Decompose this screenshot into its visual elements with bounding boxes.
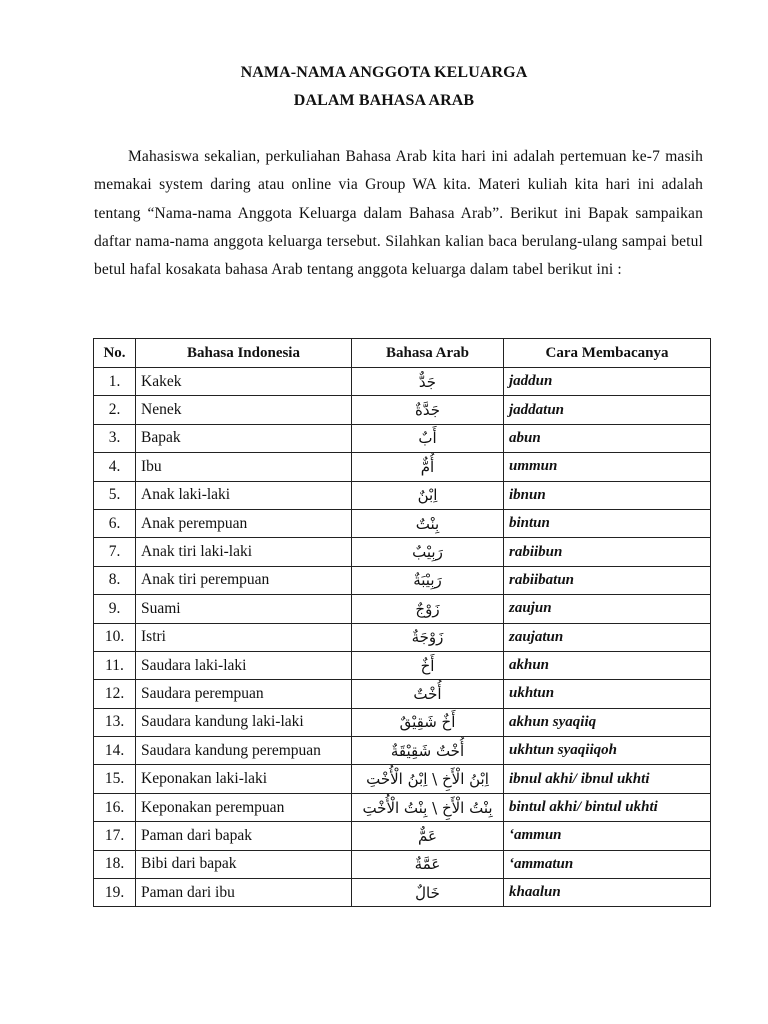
- cell-reading: ummun: [504, 453, 711, 481]
- cell-arabic: أُخْتٌ: [352, 680, 504, 708]
- cell-no: 7.: [94, 538, 136, 566]
- cell-no: 11.: [94, 651, 136, 679]
- table-row: [94, 680, 711, 708]
- family-vocabulary-table: [93, 338, 711, 907]
- cell-arabic: اِبْنُ الْأَخِ \ اِبْنُ الْأُخْتِ: [352, 765, 504, 793]
- cell-arabic: بِنْتُ الْأَخِ \ بِنْتُ الْأُخْتِ: [352, 793, 504, 821]
- table-row: [94, 850, 711, 878]
- cell-no: 18.: [94, 850, 136, 878]
- cell-arabic: بِنْتٌ: [352, 509, 504, 537]
- cell-indonesian: Saudara kandung laki-laki: [136, 708, 352, 736]
- table-row: [94, 509, 711, 537]
- cell-no: 4.: [94, 453, 136, 481]
- table-row: [94, 566, 711, 594]
- header-cara-membacanya: Cara Membacanya: [504, 339, 711, 368]
- cell-arabic: خَالٌ: [352, 879, 504, 907]
- cell-reading: ibnun: [504, 481, 711, 509]
- cell-indonesian: Anak laki-laki: [136, 481, 352, 509]
- cell-indonesian: Saudara perempuan: [136, 680, 352, 708]
- cell-indonesian: Keponakan perempuan: [136, 793, 352, 821]
- cell-arabic: رَبِيْبٌ: [352, 538, 504, 566]
- cell-indonesian: Bibi dari bapak: [136, 850, 352, 878]
- cell-indonesian: Ibu: [136, 453, 352, 481]
- cell-reading: jaddatun: [504, 396, 711, 424]
- cell-indonesian: Anak perempuan: [136, 509, 352, 537]
- cell-reading: abun: [504, 424, 711, 452]
- cell-arabic: أَخٌ شَقِيْقٌ: [352, 708, 504, 736]
- cell-arabic: أُخْتٌ شَقِيْقَةٌ: [352, 737, 504, 765]
- cell-reading: khaalun: [504, 879, 711, 907]
- cell-no: 17.: [94, 822, 136, 850]
- cell-arabic: جَدَّةٌ: [352, 396, 504, 424]
- cell-reading: rabiibun: [504, 538, 711, 566]
- table-row: [94, 368, 711, 396]
- header-no: No.: [94, 339, 136, 368]
- table-row: [94, 453, 711, 481]
- table-row: [94, 396, 711, 424]
- table-row: [94, 424, 711, 452]
- table-header-row: [94, 339, 711, 368]
- cell-reading: ukhtun syaqiiqoh: [504, 737, 711, 765]
- table-row: [94, 793, 711, 821]
- table-row: [94, 765, 711, 793]
- cell-no: 2.: [94, 396, 136, 424]
- cell-indonesian: Nenek: [136, 396, 352, 424]
- cell-reading: ‘ammatun: [504, 850, 711, 878]
- table-row: [94, 623, 711, 651]
- table-row: [94, 651, 711, 679]
- intro-paragraph: Mahasiswa sekalian, perkuliahan Bahasa Arab kita hari ini adalah pertemuan ke-7 masih memakai system daring atau online via Group WA kita. Materi kuliah kita hari ini adalah tentang “Nama-nama Anggota Keluarga dalam Bahasa Arab”. Berikut ini Bapak sampaikan daftar nama-nama anggota keluarga tersebut. Silahkan kalian baca berulang-ulang sampai betul betul hafal kosakata bahasa Arab tentang anggota keluarga dalam tabel berikut ini :: [94, 148, 703, 279]
- cell-no: 9.: [94, 595, 136, 623]
- table-row: [94, 595, 711, 623]
- cell-arabic: اِبْنٌ: [352, 481, 504, 509]
- cell-indonesian: Saudara laki-laki: [136, 651, 352, 679]
- title-line-2: DALAM BAHASA ARAB: [293, 92, 475, 109]
- cell-arabic: أَخٌ: [352, 651, 504, 679]
- cell-reading: akhun: [504, 651, 711, 679]
- cell-no: 12.: [94, 680, 136, 708]
- cell-arabic: أَبٌ: [352, 424, 504, 452]
- cell-reading: bintul akhi/ bintul ukhti: [504, 793, 711, 821]
- cell-indonesian: Paman dari ibu: [136, 879, 352, 907]
- table-row: [94, 708, 711, 736]
- cell-indonesian: Suami: [136, 595, 352, 623]
- cell-reading: ukhtun: [504, 680, 711, 708]
- header-bahasa-indonesia: Bahasa Indonesia: [136, 339, 352, 368]
- cell-arabic: عَمَّةٌ: [352, 850, 504, 878]
- cell-arabic: زَوْجٌ: [352, 595, 504, 623]
- cell-arabic: رَبِيْبَةٌ: [352, 566, 504, 594]
- cell-no: 13.: [94, 708, 136, 736]
- cell-arabic: عَمٌّ: [352, 822, 504, 850]
- cell-reading: jaddun: [504, 368, 711, 396]
- title-line-1: NAMA-NAMA ANGGOTA KELUARGA: [240, 64, 528, 81]
- cell-reading: akhun syaqiiq: [504, 708, 711, 736]
- cell-no: 8.: [94, 566, 136, 594]
- cell-indonesian: Anak tiri perempuan: [136, 566, 352, 594]
- cell-indonesian: Istri: [136, 623, 352, 651]
- cell-arabic: أُمٌّ: [352, 453, 504, 481]
- cell-no: 5.: [94, 481, 136, 509]
- cell-reading: rabiibatun: [504, 566, 711, 594]
- cell-indonesian: Saudara kandung perempuan: [136, 737, 352, 765]
- cell-no: 16.: [94, 793, 136, 821]
- table-row: [94, 481, 711, 509]
- table-row: [94, 737, 711, 765]
- cell-no: 1.: [94, 368, 136, 396]
- cell-no: 15.: [94, 765, 136, 793]
- cell-no: 6.: [94, 509, 136, 537]
- cell-no: 19.: [94, 879, 136, 907]
- cell-indonesian: Keponakan laki-laki: [136, 765, 352, 793]
- cell-arabic: زَوْجَةٌ: [352, 623, 504, 651]
- cell-reading: bintun: [504, 509, 711, 537]
- cell-no: 14.: [94, 737, 136, 765]
- table-row: [94, 538, 711, 566]
- cell-reading: ibnul akhi/ ibnul ukhti: [504, 765, 711, 793]
- cell-indonesian: Anak tiri laki-laki: [136, 538, 352, 566]
- cell-indonesian: Paman dari bapak: [136, 822, 352, 850]
- table-row: [94, 879, 711, 907]
- cell-no: 3.: [94, 424, 136, 452]
- cell-reading: ‘ammun: [504, 822, 711, 850]
- cell-reading: zaujun: [504, 595, 711, 623]
- cell-indonesian: Kakek: [136, 368, 352, 396]
- cell-reading: zaujatun: [504, 623, 711, 651]
- header-bahasa-arab: Bahasa Arab: [352, 339, 504, 368]
- table-row: [94, 822, 711, 850]
- cell-indonesian: Bapak: [136, 424, 352, 452]
- cell-arabic: جَدٌّ: [352, 368, 504, 396]
- cell-no: 10.: [94, 623, 136, 651]
